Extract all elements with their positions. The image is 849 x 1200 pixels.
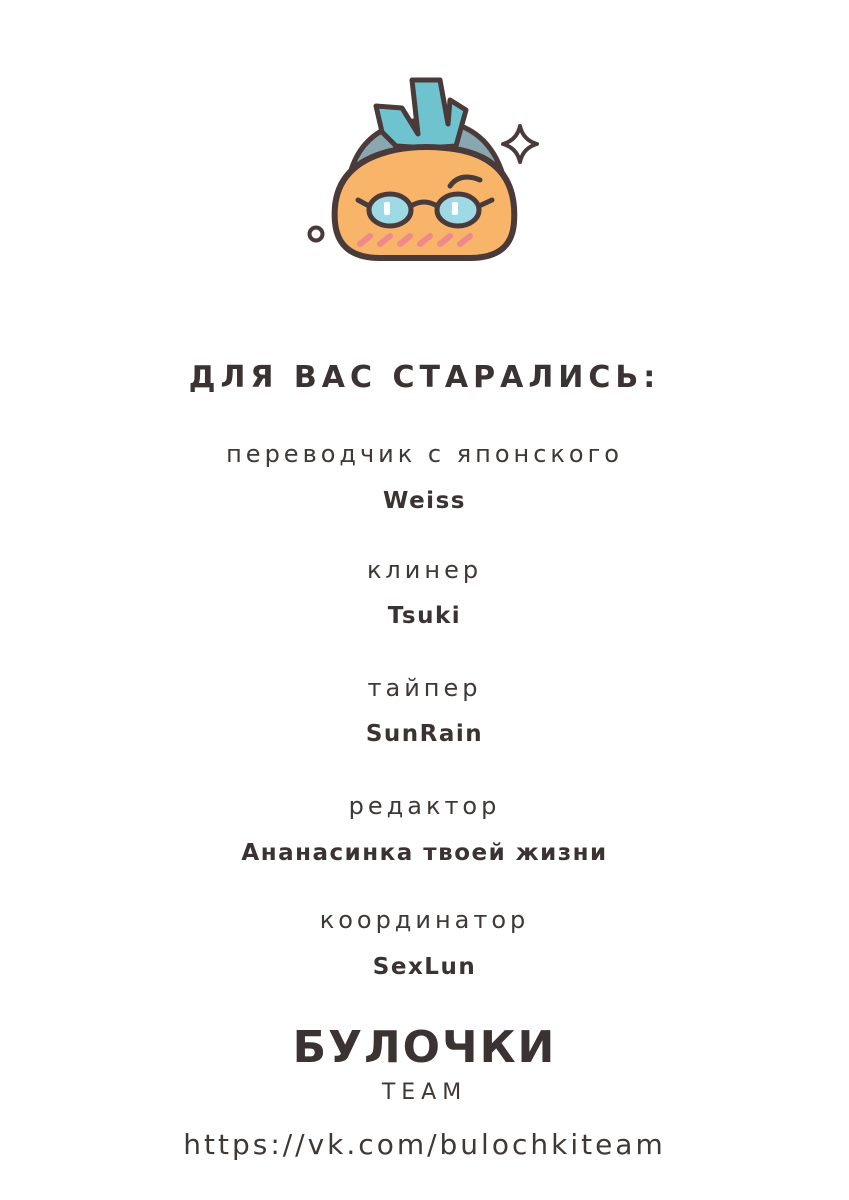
name-typer: SunRain	[365, 721, 484, 747]
brand-name: БУЛОЧКИ	[292, 1022, 557, 1073]
role-coordinator: координатор	[319, 906, 530, 934]
bun-mascot-logo	[300, 72, 550, 272]
name-coordinator: SexLun	[372, 954, 477, 980]
vk-link[interactable]: https://vk.com/bulochkiteam	[183, 1128, 666, 1161]
bun-mascot-with-glasses-icon	[300, 72, 550, 272]
role-editor: редактор	[348, 792, 501, 820]
name-editor: Ананасинка твоей жизни	[241, 840, 608, 866]
small-circle-icon	[310, 228, 323, 241]
hair-tuft	[376, 80, 466, 148]
brand-team-label: TEAM	[381, 1080, 468, 1105]
sparkle-icon	[503, 126, 537, 162]
role-translator: переводчик с японского	[226, 440, 623, 468]
role-cleaner: клинер	[366, 556, 483, 584]
name-cleaner: Tsuki	[387, 603, 462, 629]
credits-heading: ДЛЯ ВАС СТАРАЛИСЬ:	[188, 360, 661, 395]
role-typer: тайпер	[367, 674, 482, 702]
name-translator: Weiss	[383, 488, 466, 514]
